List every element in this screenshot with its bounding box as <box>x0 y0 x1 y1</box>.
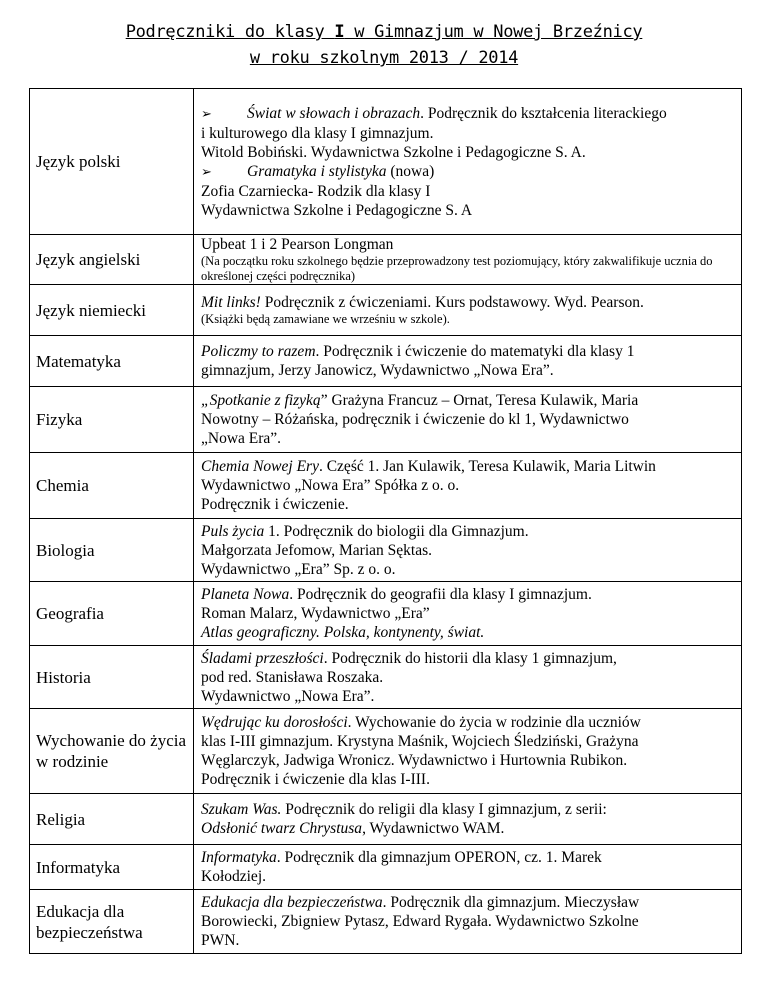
subject-cell: Edukacja dla bezpieczeństwa <box>30 890 194 954</box>
subject-cell: Geografia <box>30 582 194 646</box>
arrow-bullet-icon: ➢ <box>201 164 212 180</box>
subject-cell: Biologia <box>30 519 194 582</box>
description-cell: Upbeat 1 i 2 Pearson Longman (Na początku roku szkolnego będzie przeprowadzony test poziomujący, który zakwalifikuje ucznia do określonej części podręcznika) <box>194 235 742 285</box>
table-row <box>30 845 742 890</box>
title-class: I <box>334 22 345 42</box>
description-cell: Puls życia 1. Podręcznik do biologii dla Gimnazjum. Małgorzata Jefomow, Marian Sęktas. Wydawnictwo „Era” Sp. z o. o. <box>194 519 742 582</box>
description-cell: Edukacja dla bezpieczeństwa. Podręcznik dla gimnazjum. Mieczysław Borowiecki, Zbigniew Pytasz, Edward Rygała. Wydawnictwo Szkolne PWN. <box>194 890 742 954</box>
subject-cell: Religia <box>30 794 194 845</box>
description-cell: Mit links! Podręcznik z ćwiczeniami. Kurs podstawowy. Wyd. Pearson. (Książki będą zamawiane we wrześniu w szkole). <box>194 285 742 336</box>
description-cell: Śladami przeszłości. Podręcznik do historii dla klasy 1 gimnazjum, pod red. Stanisława Roszaka. Wydawnictwo „Nowa Era”. <box>194 646 742 709</box>
subject-cell: Chemia <box>30 453 194 519</box>
table-row <box>30 89 742 235</box>
description-cell: Szukam Was. Podręcznik do religii dla klasy I gimnazjum, z serii: Odsłonić twarz Chrystusa, Wydawnictwo WAM. <box>194 794 742 845</box>
table-row <box>30 336 742 387</box>
table-row <box>30 709 742 794</box>
table-row <box>30 387 742 453</box>
description-cell: Chemia Nowej Ery. Część 1. Jan Kulawik, Teresa Kulawik, Maria Litwin Wydawnictwo „Nowa Era” Spółka z o. o. Podręcznik i ćwiczenie. <box>194 453 742 519</box>
description-cell: Wędrując ku dorosłości. Wychowanie do życia w rodzinie dla uczniów klas I-III gimnazjum. Krystyna Maśnik, Wojciech Śledziński, Grażyna Węglarczyk, Jadwiga Wronicz. Wydawnictwo i Hurtownia Rubikon. Podręcznik i ćwiczenie dla klas I-III. <box>194 709 742 794</box>
subject-cell: Język angielski <box>30 235 194 285</box>
title-text: Podręczniki do klasy <box>125 22 335 42</box>
table-row <box>30 285 742 336</box>
subject-cell: Matematyka <box>30 336 194 387</box>
table-row <box>30 582 742 646</box>
description-cell: „Spotkanie z fizyką” Grażyna Francuz – Ornat, Teresa Kulawik, Maria Nowotny – Różańska, podręcznik i ćwiczenie do kl 1, Wydawnictwo „Nowa Era”. <box>194 387 742 453</box>
table-row <box>30 235 742 285</box>
subject-cell: Język polski <box>30 89 194 235</box>
subject-cell: Język niemiecki <box>30 285 194 336</box>
subject-cell: Historia <box>30 646 194 709</box>
title-text-end: w Gimnazjum w Nowej Brzeźnicy <box>344 22 643 42</box>
subject-cell: Informatyka <box>30 845 194 890</box>
table-row <box>30 453 742 519</box>
description-cell: ➢ Świat w słowach i obrazach. Podręcznik do kształcenia literackiego i kulturowego dla klasy I gimnazjum. Witold Bobiński. Wydawnictwa Szkolne i Pedagogiczne S. A. ➢ Gramatyka i stylistyka (nowa) Zofia Czarniecka- Rodzik dla klasy I Wydawnictwa Szkolne i Pedagogiczne S. A <box>194 89 742 235</box>
description-cell: Policzmy to razem. Podręcznik i ćwiczenie do matematyki dla klasy 1 gimnazjum, Jerzy Janowicz, Wydawnictwo „Nowa Era”. <box>194 336 742 387</box>
subject-cell: Wychowanie do życia w rodzinie <box>30 709 194 794</box>
page-subtitle: w roku szkolnym 2013 / 2014 <box>249 48 519 68</box>
table-row <box>30 519 742 582</box>
description-cell: Informatyka. Podręcznik dla gimnazjum OPERON, cz. 1. Marek Kołodziej. <box>194 845 742 890</box>
page-title <box>0 22 768 42</box>
arrow-bullet-icon: ➢ <box>201 106 212 122</box>
subject-cell: Fizyka <box>30 387 194 453</box>
description-cell: Planeta Nowa. Podręcznik do geografii dla klasy I gimnazjum. Roman Malarz, Wydawnictwo „Era” Atlas geograficzny. Polska, kontynenty, świat. <box>194 582 742 646</box>
textbook-table <box>29 88 742 954</box>
table-row <box>30 794 742 845</box>
table-row <box>30 890 742 954</box>
table-row <box>30 646 742 709</box>
